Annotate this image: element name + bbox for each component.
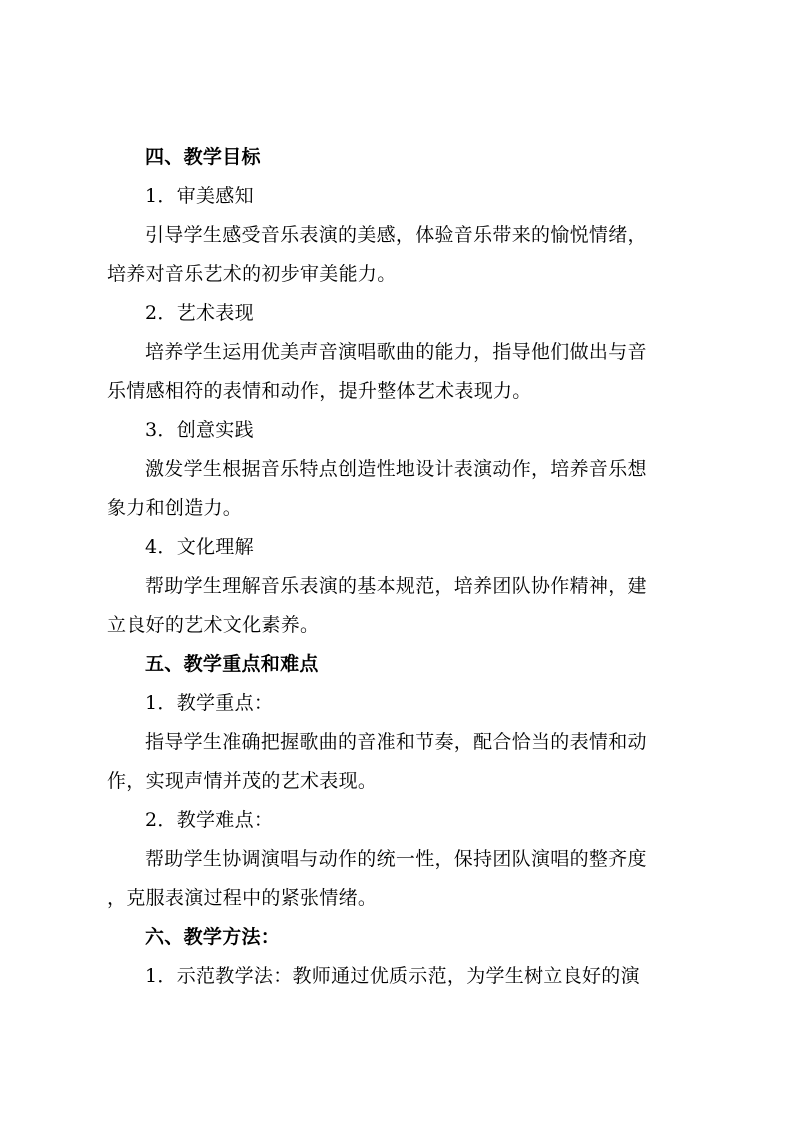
- paragraph-line: 指导学生准确把握歌曲的音准和节奏，配合恰当的表情和动: [145, 731, 647, 753]
- paragraph-line: 立良好的艺术文化素养。: [107, 614, 320, 636]
- item-heading-artistic-expression: 2．艺术表现: [145, 302, 254, 324]
- paragraph-line: 激发学生根据音乐特点创造性地设计表演动作，培养音乐想: [145, 458, 647, 480]
- document-content: [107, 138, 693, 996]
- section-title-key-points: 五、教学重点和难点: [145, 653, 319, 675]
- paragraph-line: 象力和创造力。: [107, 497, 243, 519]
- section-title-teaching-methods: 六、教学方法：: [145, 926, 281, 948]
- paragraph-line: ，克服表演过程中的紧张情绪。: [107, 887, 378, 909]
- paragraph-line: 作，实现声情并茂的艺术表现。: [107, 770, 378, 792]
- item-heading-creative-practice: 3．创意实践: [145, 419, 254, 441]
- paragraph-line: 帮助学生理解音乐表演的基本规范，培养团队协作精神，建: [145, 575, 647, 597]
- item-heading-aesthetic-perception: 1．审美感知: [145, 185, 254, 207]
- paragraph-line: 培养对音乐艺术的初步审美能力。: [107, 263, 397, 285]
- paragraph-line: 引导学生感受音乐表演的美感，体验音乐带来的愉悦情绪，: [145, 224, 647, 246]
- item-heading-cultural-understanding: 4．文化理解: [145, 536, 254, 558]
- paragraph-line: 帮助学生协调演唱与动作的统一性，保持团队演唱的整齐度: [145, 848, 647, 870]
- item-heading-teaching-focus: 1．教学重点：: [145, 692, 274, 714]
- paragraph-line: 乐情感相符的表情和动作，提升整体艺术表现力。: [107, 380, 532, 402]
- method-item-demonstration: 1．示范教学法：教师通过优质示范，为学生树立良好的演: [145, 965, 640, 987]
- paragraph-line: 培养学生运用优美声音演唱歌曲的能力，指导他们做出与音: [145, 341, 647, 363]
- section-title-teaching-objectives: 四、教学目标: [145, 146, 261, 168]
- item-heading-teaching-difficulty: 2．教学难点：: [145, 809, 274, 831]
